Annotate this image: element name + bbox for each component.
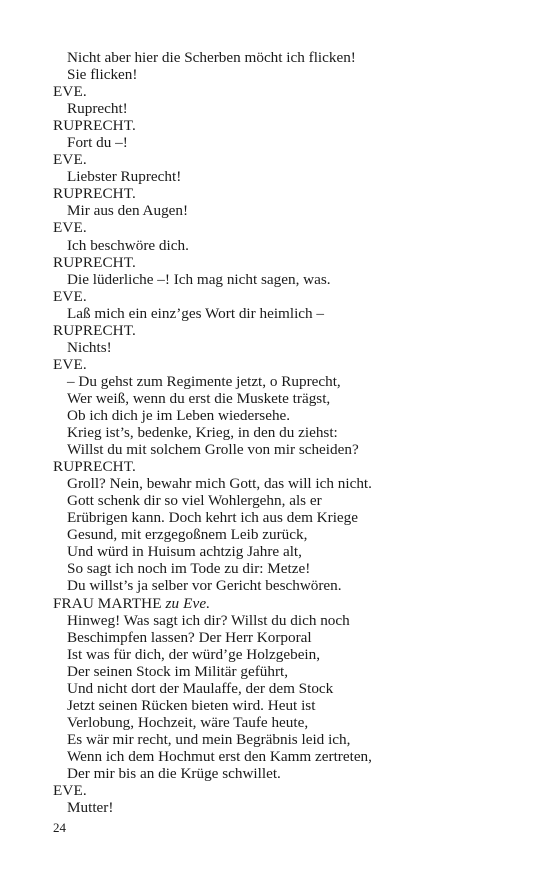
speaker-name: FRAU MARTHE [53, 594, 162, 612]
verse-line: Groll? Nein, bewahr mich Gott, das will ich nicht. [67, 475, 372, 493]
speaker-name: RUPRECHT. [53, 117, 136, 135]
verse-line: Ich beschwöre dich. [67, 236, 189, 254]
verse-line: Wer weiß, wenn du erst die Muskete trägst, [67, 389, 331, 407]
speaker-name: EVE. [53, 151, 87, 169]
play-text-page [53, 49, 523, 816]
verse-line: – Du gehst zum Regimente jetzt, o Ruprecht, [67, 372, 341, 390]
verse-line: Willst du mit solchem Grolle von mir scheiden? [67, 441, 359, 459]
verse-line: Verlobung, Hochzeit, wäre Taufe heute, [67, 713, 309, 731]
verse-line: Mutter! [67, 799, 114, 817]
speaker-name: RUPRECHT. [53, 185, 136, 203]
speaker-name: EVE. [53, 219, 87, 237]
verse-line: Es wär mir recht, und mein Begräbnis leid ich, [67, 730, 351, 748]
verse-line: Liebster Ruprecht! [67, 168, 182, 186]
verse-line: Krieg ist’s, bedenke, Krieg, in den du ziehst: [67, 424, 338, 442]
verse-line: Gesund, mit erzgegoßnem Leib zurück, [67, 526, 308, 544]
verse-line: Sie flicken! [67, 66, 138, 84]
speaker-name: RUPRECHT. [53, 321, 136, 339]
verse-line: Hinweg! Was sagt ich dir? Willst du dich noch [67, 611, 350, 629]
stage-direction: zu Eve. [165, 594, 211, 612]
verse-line: Fort du –! [67, 134, 128, 152]
verse-line: Laß mich ein einz’ges Wort dir heimlich – [67, 304, 325, 322]
speaker-name: RUPRECHT. [53, 253, 136, 271]
page-number: 24 [53, 820, 66, 835]
verse-line: Der seinen Stock im Militär geführt, [67, 662, 289, 680]
verse-line: Nicht aber hier die Scherben möcht ich flicken! [67, 49, 356, 66]
verse-line: Der mir bis an die Krüge schwillet. [67, 764, 281, 782]
verse-line: Ruprecht! [67, 100, 128, 118]
verse-line: Wenn ich dem Hochmut erst den Kamm zertreten, [67, 747, 372, 765]
verse-line: Und würd in Huisum achtzig Jahre alt, [67, 543, 302, 561]
speaker-name: EVE. [53, 782, 87, 800]
verse-line: Ob ich dich je im Leben wiedersehe. [67, 406, 291, 424]
verse-line: Nichts! [67, 338, 112, 356]
speaker-with-stage-direction [53, 595, 523, 612]
verse-line: Ist was für dich, der würd’ge Holzgebein, [67, 645, 321, 663]
verse-line: So sagt ich noch im Tode zu dir: Metze! [67, 560, 311, 578]
speaker-name: EVE. [53, 355, 87, 373]
verse-line: Und nicht dort der Maulaffe, der dem Stock [67, 679, 334, 697]
verse-line: Du willst’s ja selber vor Gericht beschwören. [67, 577, 342, 595]
verse-line: Gott schenk dir so viel Wohlergehn, als er [67, 492, 322, 510]
verse-line: Jetzt seinen Rücken bieten wird. Heut ist [67, 696, 316, 714]
speaker-name: RUPRECHT. [53, 458, 136, 476]
verse-line: Erübrigen kann. Doch kehrt ich aus dem Kriege [67, 509, 358, 527]
verse-line: Die lüderliche –! Ich mag nicht sagen, was. [67, 270, 331, 288]
verse-line: Beschimpfen lassen? Der Herr Korporal [67, 628, 312, 646]
speaker-name: EVE. [53, 83, 87, 101]
speaker-name: EVE. [53, 287, 87, 305]
verse-line: Mir aus den Augen! [67, 202, 189, 220]
